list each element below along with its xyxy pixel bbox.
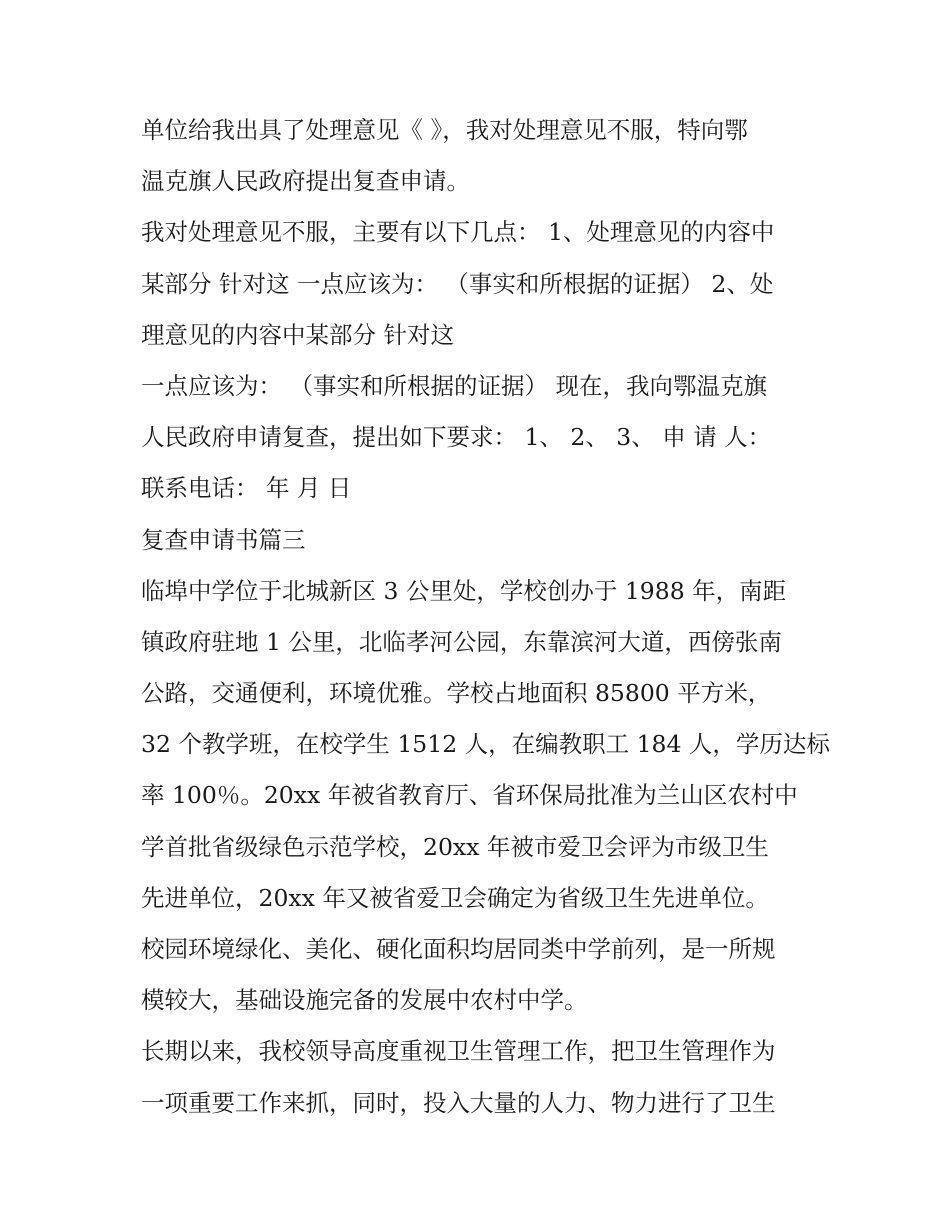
document-body <box>141 105 831 1129</box>
text-line: 率 100％。20xx 年被省教育厅、省环保局批准为兰山区农村中 <box>141 781 798 810</box>
text-line: 32 个教学班，在校学生 1512 人，在编教职工 184 人，学历达标 <box>141 730 830 759</box>
text-line: 公路，交通便利，环境优雅。学校占地面积 85800 平方米， <box>141 679 772 708</box>
text-line: 临埠中学位于北城新区 3 公里处，学校创办于 1988 年，南距 <box>141 576 787 605</box>
text-line: 某部分 针对这 一点应该为： （事实和所根据的证据） 2、处 <box>141 269 774 298</box>
text-line: 模较大，基础设施完备的发展中农村中学。 <box>141 986 588 1015</box>
text-line: 温克旗人民政府提出复查申请。 <box>141 167 470 196</box>
text-line: 理意见的内容中某部分 针对这 <box>141 320 454 349</box>
text-line: 长期以来，我校领导高度重视卫生管理工作，把卫生管理作为 <box>141 1037 776 1066</box>
text-line: 校园环境绿化、美化、硬化面积均居同类中学前列，是一所规 <box>141 935 776 963</box>
text-line: 单位给我出具了处理意见《 》，我对处理意见不服，特向鄂 <box>141 116 748 144</box>
text-line: 镇政府驻地 1 公里，北临孝河公园，东靠滨河大道，西傍张南 <box>141 627 782 656</box>
text-line: 人民政府申请复查，提出如下要求： 1、 2、 3、 申 请 人： <box>141 423 772 452</box>
text-line: 我对处理意见不服，主要有以下几点： 1、处理意见的内容中 <box>141 218 775 247</box>
text-line: 联系电话： 年 月 日 <box>141 474 352 503</box>
text-line: 一项重要工作来抓，同时，投入大量的人力、物力进行了卫生 <box>141 1088 776 1117</box>
text-line: 先进单位，20xx 年又被省爱卫会确定为省级卫生先进单位。 <box>141 883 769 912</box>
text-line: 一点应该为： （事实和所根据的证据） 现在，我向鄂温克旗 <box>141 371 767 400</box>
text-line: 学首批省级绿色示范学校，20xx 年被市爱卫会评为市级卫生 <box>141 832 769 861</box>
section-heading: 复查申请书篇三 <box>141 525 306 554</box>
